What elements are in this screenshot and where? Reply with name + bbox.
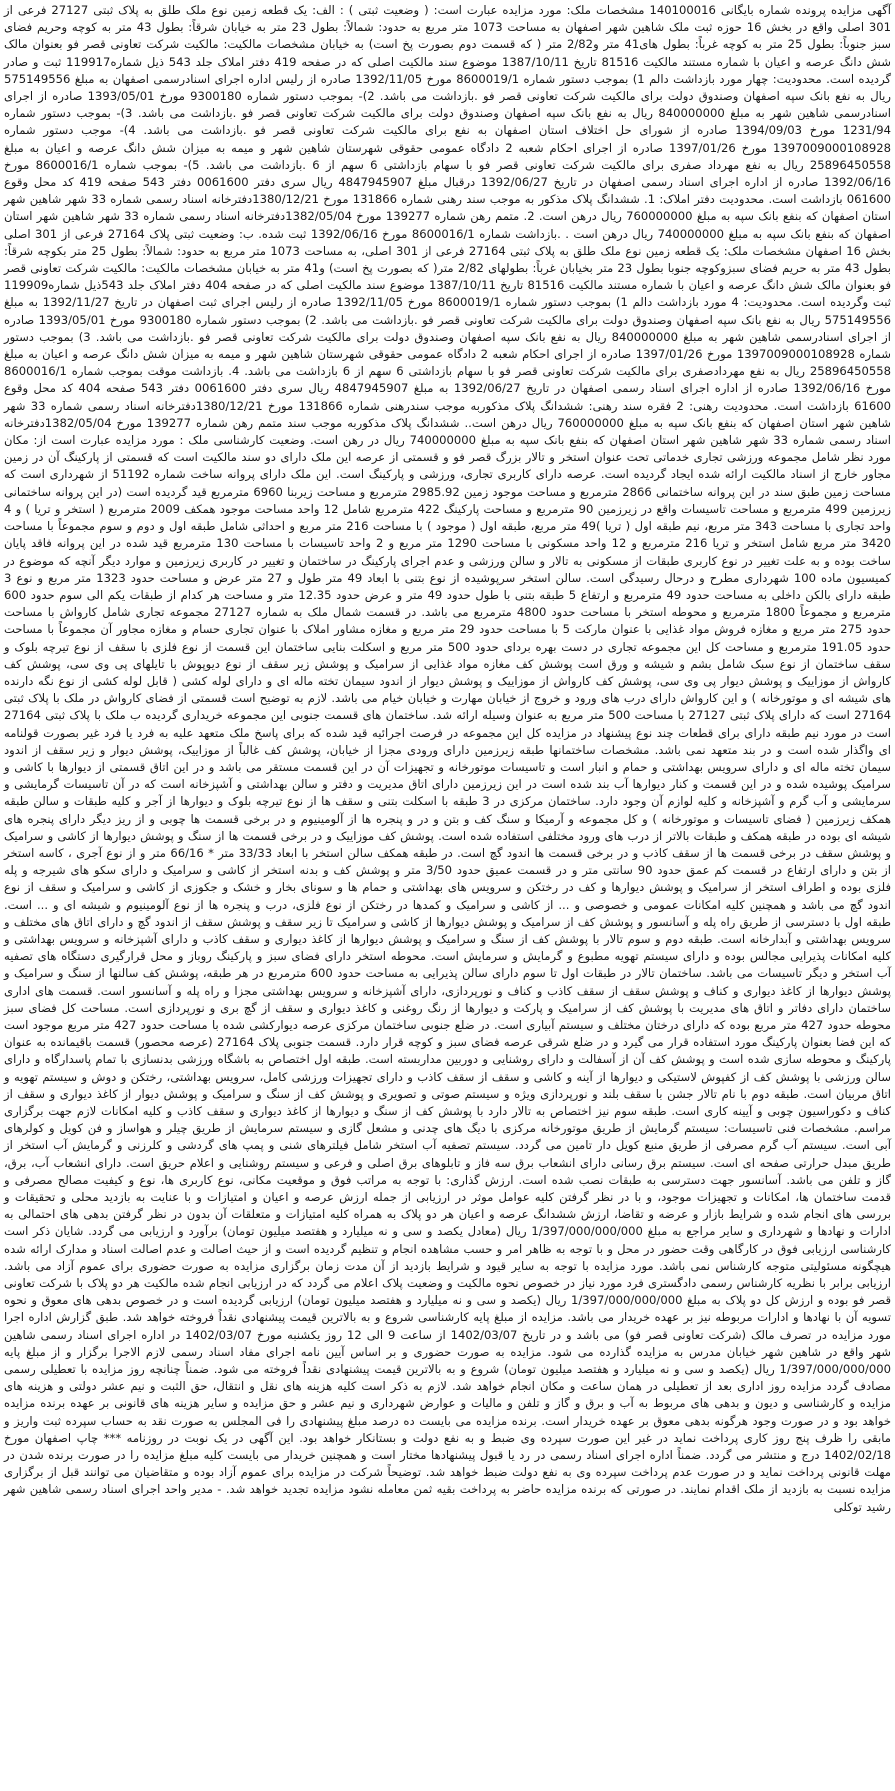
auction-notice-text: آگهی مزایده پرونده شماره بایگانی 140100016 مشخصات ملک: مورد مزایده عبارت است: ( وضعیت ثبتی ) : الف: یک قطعه زمین نوع ملک طلق به پلاک ثبتی 27127 فرعی از 301 اصلی واقع در بخش 16 حوزه ثبت ملک شاهین شهر اصفهان به مساحت 1073 متر مربع به حدود: شمالاً: بطول 23 متر به خیابان شرقاً: بطول 43 متر به کوچه وحریم فضای سبز جنوباً: بطول 25 متر به کوچه غرباً: بطول های41 متر و2/82 متر ( که قسمت دوم بصورت پخ است) به خیابان مشخصات مالکیت: مالکیت شرکت تعاونی قصر فو بعنوان مالک شش دانگ عرصه و اعیان با شماره مستند مالکیت 81516 تاریخ 1387/10/11 موضوع سند مالکیت اصلی که در صفحه 419 دفتر املاک جلد 543 ذیل شماره119917 ثبت و صادر گردیده است. محدودیت: چهار مورد بازداشت دالم 1) بموجب دستور شماره 8600019/1 مورخ 1392/11/05 صادره از رلیس اداره اجرای اسنادرسمی اصفهان به مبلغ 575149556 ریال به نفع بانک سپه اصفهان وصندوق دولت برای مالکیت شرکت تعاونی قصر فو .بازداشت می باشد. 2)- بموجب دستور شماره 9300180 مورخ 1393/05/01 صادره از اجرای اسنادرسمی شاهین شهر به مبلغ 840000000 ریال به نفع بانک سپه اصفهان وصندوق دولت برای مالکیت شرکت تعاونی قصر فو .بازداشت می باشد. 3)- بموجب دستور شماره 1231/94 مورخ 1394/09/03 صادره از شورای حل اختلاف استان اصفهان به نفع برای مالکیت شرکت تعاونی قصر فو .بازداشت می باشد. 4)- موجب دستور شماره 1397009000108928 مورخ 1397/01/26 صادره از اجرای احکام شعبه 2 دادگاه عمومی حقوقی شهرستان شاهین شهر و میمه به میزان شش دانگ عرصه و اعیان به مبلغ 25896450558 ریال به نفع مهرداد صفری برای مالکیت شرکت تعاونی قصر فو با سهام بازداشتی 6 سهم از 6 .بازداشت می باشد. 5)- بموجب شماره 8600016/1 مورخ 1392/06/16 صادره از اداره اجرای اسناد رسمی اصفهان در تاریخ 1392/06/27 درقبال مبلغ 4847945907 ریال سری دفتر 0061600 دفتر 543 صفحه 419 کد محل وقوع 061600 بازداشت است. محدودیت دفتر املاک: 1. ششدانگ پلاک مذکور به موجب سند رهنی شماره 131866 مورخ 1380/12/21دفترخانه اسناد رسمی شماره 33 شهر شاهین شهر استان اصفهان که بنفع بانک سپه به مبلغ 760000000 ریال درهن است. 2. متمم رهن شماره 139277 مورخ 1382/05/04دفترخانه اسناد رسمی شماره 33 شهر شاهین شهر استان اصفهان که بنفع بانک سپه به مبلغ 740000000 ریال درهن است . .بازداشت شماره 8600016/1 مورخ 1392/06/16 ثبت شده. ب: وضعیت ثبتی پلاک 27164 فرعی از 301 اصلی بخش 16 اصفهان مشخصات ملک: یک قطعه زمین نوع ملک طلق به پلاک ثبتی 27164 فرعی از 301 اصلی، به مساحت 1073 متر مربع به حدود: شمالاً: بطول 25 متر بکوچه شرقاً: بطول 43 متر به حریم فضای سبزوکوچه جنوبا بطول 23 متر بخیابان غرباً: بطولهای 2/82 متر( که بصورت پخ است) و41 متر به خیابان مشخصات مالکیت: مالکیت شرکت تعاونی قصر فو بعنوان مالک شش دانگ عرصه و اعیان با شماره مستند مالکیت 81516 تاریخ 1387/10/11 موضوع سند مالکیت اصلی که در صفحه 404 دفتر املاک جلد 543ذیل شماره119909 ثبت وگردیده است. محدودیت: 4 مورد بازداشت دالم 1) بموجب دستور شماره 8600019/1 مورخ 1392/11/05 صادره از رلیس اجرای ثبت اصفهان در تاریخ 1392/11/27 به مبلغ 575149556 ریال به نفع بانک سپه اصفهان وصندوق دولت برای مالکیت شرکت تعاونی قصر فو .بازداشت می باشد. 2) بموجب دستور شماره 9300180 مورخ 1393/05/01 صادره از اجرای اسنادرسمی شاهین شهر به مبلغ 840000000 ریال به نفع بانک سپه اصفهان وصندوق دولت برای مالکیت شرکت تعاونی قصر فو .بازداشت می باشد. 3) بموجب دستور شماره 1397009000108928 مورخ 1397/01/26 صادره از اجرای احکام شعبه 2 دادگاه عمومی حقوقی شهرستان شاهین شهر و میمه به میزان شش دانگ عرصه و اعیان به مبلغ 25896450558 ریال به نفع مهردادصفری برای مالکیت شرکت تعاونی قصر فو با سهام بازداشتی 6 سهم از 6 بازداشت می باشد. 4. بازداشت موقت بموجب شماره 8600016/1 مورخ 1392/06/16 صادره از اداره اجرای اسناد رسمی اصفهان در تاریخ 1392/06/27 به مبلغ 4847945907 ریال سری دفتر 0061600 دفتر 543 صفحه 404 کد محل وقوع 61600 بازداشت است. محدودیت رهنی: 2 فقره سند رهنی: ششدانگ پلاک مذکوربه موجب سندرهنی شماره 131866 مورخ 1380/12/21دفترخانه اسناد رسمی شماره 33 شهر شاهین شهر استان اصفهان که بنفع بانک سپه به مبلغ 760000000 ریال درهن است.. ششدانگ پلاک مذکوربه موجب سند متمم رهن شماره 139277 مورخ 1382/05/04دفترخانه اسناد رسمی شماره 33 شهر شاهین شهر استان اصفهان که بنفع بانک سپه به مبلغ 740000000 ریال در رهن است. وضعیت کارشناسی ملک : مورد مزایده عبارت است از: مکان مورد نظر شامل مجموعه ورزشی تجاری خدماتی تحت عنوان استخر و تالار بزرگ قصر فو و قسمتی از عرصه این ملک دارای دو سند مالکیت است که قسمتی از پارکینگ آن در زمین مجاور خارج از اسناد مالکیت ارائه شده ایجاد گردیده است. عرصه دارای کاربری تجاری، ورزشی و پارکینگ است. این ملک دارای پروانه ساخت شماره 51192 از شهرداری است که مساحت زمین طبق سند در این پروانه ساختمانی 2866 مترمربع و مساحت موجود زمین 2985.92 مترمربع و مساحت زیربنا 6960 مترمربع قید گردیده است (در این پروانه ساختمانی زیرزمین 499 مترمربع و مساحت تاسیسات واقع در زیرزمین 90 مترمربع و مساحت پارکینگ 422 مترمربع شامل 12 واحد مساحت موجود همکف 2009 مترمربع ( استخر و تریا ) و 4 واحد تجاری با مساحت 343 متر مربع، نیم طبقه اول ( تریا )49 متر مربع، طبقه اول ( موجود ) با مساحت 216 متر مربع و احداثی شامل طبقه اول و دوم و سوم مجموعاً با مساحت 3420 متر مربع شامل استخر و تریا 216 مترمربع و 12 واحد مسکونی با مساحت 1290 متر مربع و 2 واحد تاسیسات با مساحت 130 مترمربع قید شده در این پروانه فاقد پایان ساخت بوده و به علت تغییر در نوع کاربری طبقات از مسکونی به تالار و سالن ورزشی و عدم اجرای پارکینگ در ساختمان و تغییر در کاربری زیرزمین و موارد دیگر آنچه که موضوع در کمیسیون ماده 100 شهرداری مطرح و درحال رسیدگی است. سالن استخر سرپوشیده از نوع بتنی با ابعاد 49 متر طول و 27 متر عرض و مساحت حدود 1323 متر مربع و نوع 3 طبقه دارای بالکن داخلی به مساحت حدود 49 مترمربع و ارتفاع 5 طبقه بتنی با طول حدود 49 متر و عرض حدود 12.35 متر و مساحت هر کدام از طبقات یکم الی سوم حدود 600 مترمربع و مجموعاً 1800 مترمربع و محوطه استخر با مساحت حدود 4800 مترمربع می باشد. در قسمت شمال ملک به شماره 27127 مجموعه تجاری شامل کارواش با مساحت حدود 275 متر مربع و مغازه فروش مواد غذایی با عنوان مارکت 5 با مساحت حدود 29 متر مربع و مغازه مشاور املاک با عنوان تجاری حسام و مغازه مجاور آن مجموعاً با مساحت حدود 191.05 مترمربع و مساحت کل این مجموعه تجاری در دست بهره بردای حدود 500 متر مربع و اسکلت بنایی ساختمان این قسمت از نوع فلزی با سقف از نوع تیرچه بلوک و سقف ساختمان از نوع سبک شامل بشم و شیشه و ورق است پوشش کف مغازه مواد غذایی از سرامیک و پوشش زیر سقف از نوع دیوپوش با تایلهای پی وی سی، پوشش کف کارواش از موزاییک و پوشش دیوار پی وی سی، پوشش کف کارواش از موزاییک و پوشش دیوار از اندود سیمان تخته ماله ای و دارای لوله کشی ( قابل لوله کشی از نوع نگه دارنده های شیشه ای و موتورخانه ) و این کارواش دارای درب های ورود و خروج از خیابان مهارت و خیابان خیام می باشد. لازم به توضیح است قسمتی از فضای کارواش در ملک با پلاک ثبتی 27164 است که دارای پلاک ثبتی 27127 با مساحت 500 متر مربع به عنوان وسیله ارائه شد. ساختمان های قسمت جنوبی این مجموعه خریداری گردیده ب ملک با پلاک ثبتی 27164 است در مورد نیم طبقه دارای برای قطعات چند نوع پیشنهاد در مزایده کل این مجموعه در فرصت اجرائیه قید شده که برای پاسخ ملک متعهد علیه به فرد یا فرد غیر بصورت قولنامه ای واگذار شده است و در بند متعهد نمی باشد. مشخصات ساختمانها طبقه زیرزمین دارای ورودی مجزا از خیابان، پوشش کف غالباً از موزاییک، پوشش دیوار و زیر سقف از اندود سیمان تخته ماله ای و دارای سرویس بهداشتی و حمام و انبار است و تاسیسات موتورخانه و تجهیزات آن در این قسمت مستقر می باشد و در این اتاق قسمتی از دیوارها با کاشی و سرامیک پوشیده شده و در این قسمت و کنار دیوارها آب بند شده است در این زیرزمین دارای اتاق مدیریت و دفتر و سالن بهداشتی و آشپزخانه است که در آن تاسیسات گرمایشی و سرمایشی و آب گرم و آشپزخانه و کلیه لوازم آن وجود دارد. ساختمان مرکزی در 3 طبقه با اسکلت بتنی و سقف ها از نوع تیرچه بلوک و دیوارها از آجر و کلیه طبقات و سالن طبقه همکف زیرزمین ( فضای تاسیسات و موتورخانه ) و کل مجموعه و آرمیکا و سنگ کف و بتن و در و پنجره ها از آلومینیوم و در برخی قسمت ها چوبی و از ریز دیگر دارای پنجره های شیشه ای بوده در طبقه همکف و طبقات بالاتر از درب های ورود مختلفی استفاده شده است. پوشش کف موزاییک و در برخی قسمت ها از سنگ و پوشش دیوارها از کاشی و سرامیک و پوشش سقف در برخی قسمت ها از سقف کاذب و در برخی قسمت ها اندود گچ است. در طبقه همکف سالن استخر با ابعاد 33/33 متر * 66/16 متر و از نوع آجری ، کاسه استخر از بتن و دارای ارتفاع در قسمت کم عمق حدود 90 سانتی متر و در قسمت عمیق حدود 3/50 متر و پوشش کف و بدنه استخر از کاشی و سرامیک و دارای سکو های شیرجه و پله فلزی بوده و اطراف استخر از سرامیک و پوشش دیوارها و کف در رختکن و سرویس های بهداشتی و حمام ها و سونای بخار و خشک و جکوزی از کاشی و سرامیک و سقف از نوع اندود گچ می باشد و همچنین کلیه امکانات عمومی و خصوصی و ... از کاشی و سرامیک و کمدها در رختکن از نوع فلزی، درب و پنجره ها از نوع آلومینیوم و شیشه ای و ... است. طبقه اول با دسترسی از طریق راه پله و آسانسور و پوشش کف از سرامیک و پوشش دیوارها از کاشی و سرامیک تا زیر سقف و پوشش سقف از اندود گچ و دارای اتاق های مختلف و سرویس بهداشتی و آبدارخانه است. طبقه دوم و سوم تالار با پوشش کف از سنگ و سرامیک و پوشش دیوارها از کاغذ دیواری و سقف کاذب و دارای آشپزخانه و سرویس بهداشتی و کلیه امکانات پذیرایی مجالس بوده و دارای سیستم تهویه مطبوع و گرمایش و سرمایش است. محوطه استخر دارای فضای سبز و پارکینگ روباز و محل قرارگیری دستگاه های تصفیه آب استخر و دیگر تاسیسات می باشد. ساختمان تالار در طبقات اول تا سوم دارای سالن پذیرایی به مساحت حدود 600 مترمربع در هر طبقه، پوشش کف سالنها از سنگ و سرامیک و پوشش دیوارها از کاغذ دیواری و کناف و پوشش سقف از سقف کاذب و کناف و نورپردازی، دارای آشپزخانه و سرویس بهداشتی مجزا و راه پله و آسانسور است. قسمت های اداری ساختمان دارای دفاتر و اتاق های مدیریت با پوشش کف از سرامیک و پارکت و دیوارها از رنگ روغنی و کاغذ دیواری و سقف از گچ بری و نورپردازی است. مساحت کل فضای سبز محوطه حدود 427 متر مربع بوده که دارای درختان مختلف و سیستم آبیاری است. در ضلع جنوبی ساختمان مرکزی عرصه دیوارکشی شده با مساحت حدود 427 متر مربع موجود است که این فضا بعنوان پارکینگ مورد استفاده قرار می گیرد و در ضلع شرقی عرصه فضای سبز و کوچه قرار دارد. قسمت جنوبی پلاک 27164 (عرصه محصور) قسمت باقیمانده به عنوان پارکینگ و محوطه سازی شده است و پوشش کف آن از آسفالت و دارای روشنایی و دوربین مداربسته است. طبقه اول اختصاص به باشگاه ورزشی بدنسازی با تمام پاسدارگاه و دارای سالن ورزشی با پوشش کف از کفپوش لاستیکی و دیوارها از آینه و کاشی و سقف از سقف کاذب و دارای تجهیزات ورزشی کامل، سرویس بهداشتی، رختکن و دوش و سیستم تهویه و اتاق مربیان است. طبقه دوم با نام تالار جشن با سقف بلند و نورپردازی ویژه و سیستم صوتی و تصویری و پوشش کف از سنگ و سرامیک و پوشش دیوار از کاغذ دیواری و سقف از کناف و دکوراسیون چوبی و آیینه کاری است. طبقه سوم نیز اختصاص به تالار دارد با پوشش کف از سنگ و دیوارها از کاغذ دیواری و سقف کاذب و کلیه امکانات لازم جهت برگزاری مراسم. مشخصات فنی تاسیسات: سیستم گرمایش از طریق موتورخانه مرکزی با دیگ های چدنی و مشعل گازی و سیستم سرمایش از طریق چیلر و هواساز و فن کویل و کولرهای آبی است. سیستم آب گرم مصرفی از طریق منبع کویل دار تامین می گردد. سیستم تصفیه آب استخر شامل فیلترهای شنی و پمپ های گردشی و کلرزنی و گرمایش آب استخر از طریق مبدل حرارتی صفحه ای است. سیستم برق رسانی دارای انشعاب برق سه فاز و تابلوهای برق اصلی و فرعی و سیستم روشنایی و اعلام حریق است. دارای انشعاب آب، برق، گاز و تلفن می باشد. آسانسور جهت دسترسی به طبقات نصب شده است. ارزش گذاری: با توجه به مراتب فوق و موقعیت مکانی، نوع کاربری ها، نوع و کیفیت مصالح مصرفی و قدمت ساختمان ها، امکانات و تجهیزات موجود، و با در نظر گرفتن کلیه عوامل موثر در ارزیابی از جمله ارزش عرصه و اعیان و امتیازات و با عنایت به بازدید محلی و تحقیقات و بررسی های انجام شده و شرایط بازار و عرضه و تقاضا، ارزش ششدانگ عرصه و اعیان هر دو پلاک به همراه کلیه امتیازات و متعلقات آن بدون در نظر گرفتن بدهی های احتمالی به ادارات و نهادها و شهرداری و سایر مراجع به مبلغ 1/397/000/000/000 ریال (معادل یکصد و سی و نه میلیارد و هفتصد میلیون تومان) برآورد و ارزیابی می گردد. شایان ذکر است کارشناسی ارزیابی فوق در کارگاهی وقت حضور در محل و با توجه به ظاهر امر و حسب مشاهده انجام و تنظیم گردیده است و از حیث اصالت و عدم اصالت اسناد و مدارک ارائه شده هیچگونه مسئولیتی متوجه کارشناس نمی باشد. مورد مزایده با توجه به سایر قیود و شرایط بازدید از آن مدت زمان برگزاری مزایده به صورت حضوری برای عموم آزاد می باشد. ارزیابی برابر با نظریه کارشناس رسمی دادگستری فرد مورد نیاز در خصوص نحوه مالکیت و وضعیت پلاک اعلام می گردد که در ارزیابی انجام شده مالکیت هر دو پلاک با شرکت تعاونی قصر فو بوده و ارزش کل دو پلاک به مبلغ 1/397/000/000/000 ریال (یکصد و سی و نه میلیارد و هفتصد میلیون تومان) ارزیابی گردیده است و در خصوص بدهی های معوق و نحوه تسویه آن با نهادها و ادارات مربوطه نیز بر عهده خریدار می باشد. مزایده از مبلغ پایه کارشناسی شروع و به بالاترین قیمت پیشنهادی نقداً فروخته خواهد شد. طبق گزارش اداره اجرا مورد مزایده در تصرف مالک (شرکت تعاونی قصر فو) می باشد و در تاریخ 1402/03/07 از ساعت 9 الی 12 روز یکشنبه مورخ 1402/03/07 در اداره اجرای اسناد رسمی شاهین شهر واقع در شاهین شهر خیابان مدرس به مزایده گذارده می شود. مزایده به صورت حضوری و بر اساس آیین نامه اجرای مفاد اسناد رسمی لازم الاجرا برگزار و از مبلغ پایه 1/397/000/000/000 ریال (یکصد و سی و نه میلیارد و هفتصد میلیون تومان) شروع و به بالاترین قیمت پیشنهادی نقداً فروخته می شود. ضمناً چنانچه روز مزایده با تعطیلی رسمی مصادف گردد مزایده روز اداری بعد از تعطیلی در همان ساعت و مکان انجام خواهد شد. لازم به ذکر است کلیه هزینه های نقل و انتقال، حق الثبت و نیم عشر دولتی و هزینه های مزایده و کارشناسی و دیون و بدهی های مربوط به آب و برق و گاز و تلفن و مالیات و عوارض شهرداری و نیم عشر و حق مزایده و سایر هزینه های قانونی بر عهده برنده مزایده خواهد بود و در صورت وجود هرگونه بدهی معوق بر عهده خریدار است. برنده مزایده می بایست ده درصد مبلغ پیشنهادی را فی المجلس به صورت نقد به حساب سپرده ثبت واریز و مابقی را ظرف پنج روز کاری پرداخت نماید در غیر این صورت سپرده وی ضبط و به نفع دولت و بستانکار خواهد بود. این آگهی در یک نوبت در روزنامه *** چاپ اصفهان مورخ 1402/02/18 درج و منتشر می گردد. ضمناً اداره اجرای اسناد رسمی در رد یا قبول پیشنهادها مختار است و همچنین خریدار می بایست کلیه مبلغ مزایده را در صورت برنده شدن در مهلت قانونی پرداخت نماید و در صورت عدم پرداخت سپرده وی به نفع دولت ضبط خواهد شد. توضیحاً شرکت در مزایده برای عموم آزاد بوده و متقاضیان می توانند قبل از برگزاری مزایده نسبت به بازدید از ملک اقدام نمایند. در صورتی که برنده مزایده حاضر به پرداخت بقیه ثمن معامله نشود مزایده تجدید خواهد شد. - مدیر واحد اجرای اسناد رسمی شاهین شهر رشید توکلی [4,3,892,1514]
